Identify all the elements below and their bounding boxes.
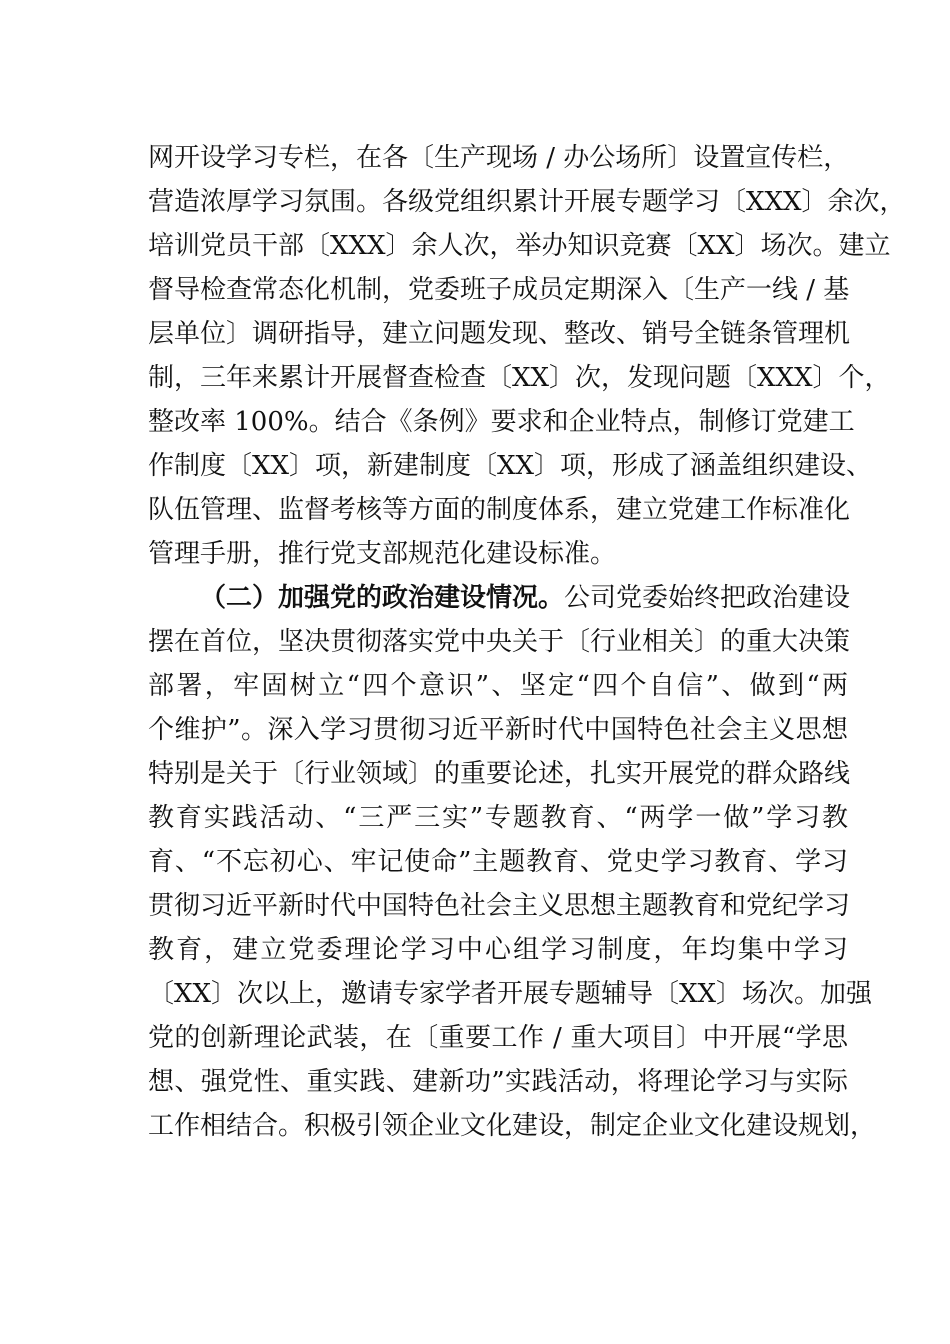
text-line: 队伍管理、监督考核等方面的制度体系，建立党建工作标准化 [148,495,851,525]
text-line: 党的创新理论武装，在〔重要工作 / 重大项目〕中开展“学思 [148,1023,848,1053]
text-line: 教育实践活动、“三严三实”专题教育、“两学一做”学习教 [148,803,848,833]
text-line: 培训党员干部〔XXX〕余人次，举办知识竞赛〔XX〕场次。建立 [148,231,891,261]
text-line: 管理手册，推行党支部规范化建设标准。 [148,539,617,569]
text-line: 贯彻习近平新时代中国特色社会主义思想主题教育和党纪学习 [148,891,851,921]
section-text: 公司党委始终把政治建设 [564,583,851,613]
text-line: 教育，建立党委理论学习中心组学习制度，年均集中学习 [148,935,848,965]
text-line: 层单位〕调研指导，建立问题发现、整改、销号全链条管理机 [148,319,851,349]
text-line: 想、强党性、重实践、建新功”实践活动，将理论学习与实际 [148,1067,848,1097]
section-heading: （二）加强党的政治建设情况。 [200,583,565,613]
paragraph-first-line [200,576,851,620]
text-line: 作制度〔XX〕项，新建制度〔XX〕项，形成了涵盖组织建设、 [148,451,873,481]
text-line: 网开设学习专栏，在各〔生产现场 / 办公场所〕设置宣传栏， [148,143,850,173]
text-line: 整改率 100%。结合《条例》要求和企业特点，制修订党建工 [148,407,855,437]
text-line: 工作相结合。积极引领企业文化建设，制定企业文化建设规划， [148,1111,877,1141]
text-line: 部署，牢固树立“四个意识”、坚定“四个自信”、做到“两 [148,671,848,701]
text-line: 〔XX〕次以上，邀请专家学者开展专题辅导〔XX〕场次。加强 [148,979,873,1009]
text-line: 个维护”。深入学习贯彻习近平新时代中国特色社会主义思想 [148,715,848,745]
text-line: 督导检查常态化机制，党委班子成员定期深入〔生产一线 / 基 [148,275,850,305]
text-line: 摆在首位，坚决贯彻落实党中央关于〔行业相关〕的重大决策 [148,627,851,657]
text-line: 特别是关于〔行业领域〕的重要论述，扎实开展党的群众路线 [148,759,851,789]
text-line: 制，三年来累计开展督查检查〔XX〕次，发现问题〔XXX〕个， [148,363,891,393]
text-line: 育、“不忘初心、牢记使命”主题教育、党史学习教育、学习 [148,847,848,877]
text-line: 营造浓厚学习氛围。各级党组织累计开展专题学习〔XXX〕余次， [148,187,906,217]
